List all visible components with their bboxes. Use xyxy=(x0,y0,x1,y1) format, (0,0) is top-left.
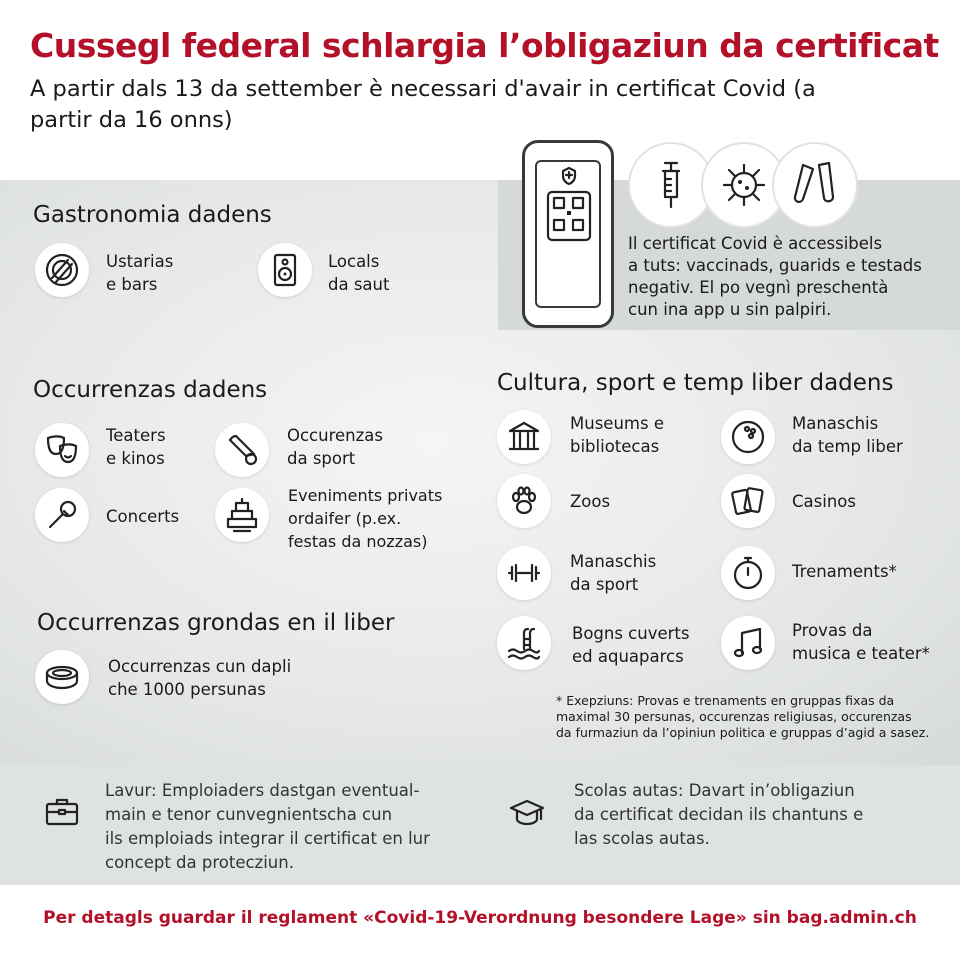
graduation-cap-icon xyxy=(500,785,554,839)
music-note-icon xyxy=(721,616,775,670)
briefcase-icon xyxy=(35,785,89,839)
pool-icon xyxy=(497,616,551,670)
test-tubes-icon xyxy=(772,142,858,228)
item-ustarias: Ustarias e bars xyxy=(106,252,174,294)
item-locals-da-saut: Locals da saut xyxy=(328,252,390,294)
certificate-text: Il certificat Covid è accessibels a tuts: vaccinads, guarids e testads negativ. El po vegnì preschentà cun ina app u sin palpiri. xyxy=(628,234,922,319)
footer-note: Per detagls guardar il reglament «Covid-19-Verordnung besondere Lage» sin bag.admin.ch xyxy=(43,908,917,928)
item-eveniments-privats: Eveniments privats ordaifer (p.ex. festas da nozzas) xyxy=(288,486,443,551)
wedding-cake-icon xyxy=(215,488,269,542)
item-provas-musica: Provas da musica e teater* xyxy=(792,621,930,663)
plate-cutlery-icon xyxy=(35,243,89,297)
heading-gastronomia: Gastronomia dadens xyxy=(33,202,272,228)
item-casinos: Casinos xyxy=(792,492,856,511)
item-grondas: Occurrenzas cun dapli che 1000 persunas xyxy=(108,657,292,699)
item-manaschis-temp-liber: Manaschis da temp liber xyxy=(792,414,903,456)
bowling-ball-icon xyxy=(721,410,775,464)
heading-cultura: Cultura, sport e temp liber dadens xyxy=(497,370,894,396)
dumbbell-icon xyxy=(497,546,551,600)
heading-occurrenzas: Occurrenzas dadens xyxy=(33,377,268,403)
microphone-icon xyxy=(35,488,89,542)
playing-cards-icon xyxy=(721,474,775,528)
theater-masks-icon xyxy=(35,423,89,477)
item-occurenzas-sport: Occurenzas da sport xyxy=(287,426,383,468)
item-bogns-cuverts: Bogns cuverts ed aquaparcs xyxy=(572,624,690,666)
item-zoos: Zoos xyxy=(570,492,611,511)
heading-grondas: Occurrenzas grondas en il liber xyxy=(37,610,395,636)
item-teaters: Teaters e kinos xyxy=(106,426,166,468)
shuttlecock-icon xyxy=(215,423,269,477)
footnote-exceptions: * Exepziuns: Provas e trenaments en gruppas fixas da maximal 30 persunas, occurenzas religiusas, occurenzas da furmaziun da l’opiniun politica e gruppas d’agid a sasez. xyxy=(556,693,930,740)
stadium-icon xyxy=(35,650,89,704)
page-subtitle: A partir dals 13 da settember è necessari d'avair in certificat Covid (a partir da 16 onns) xyxy=(30,76,816,133)
item-museums: Museums e bibliotecas xyxy=(570,414,664,456)
stopwatch-icon xyxy=(721,546,775,600)
item-trenaments: Trenaments* xyxy=(792,562,897,581)
paw-icon xyxy=(497,474,551,528)
speaker-icon xyxy=(258,243,312,297)
qr-code-icon xyxy=(540,164,598,300)
text-scolas-autas: Scolas autas: Davart in’obligaziun da certificat decidan ils chantuns e las scolas autas. xyxy=(574,781,864,848)
text-lavur: Lavur: Emploiaders dastgan eventual- main e tenor cunvegnientscha cun ils emploiads integrar il certificat en lur concept da protecziun. xyxy=(105,781,430,872)
page-title: Cussegl federal schlargia l’obligaziun da certificat xyxy=(30,26,939,65)
museum-icon xyxy=(497,410,551,464)
item-concerts: Concerts xyxy=(106,507,180,526)
item-manaschis-sport: Manaschis da sport xyxy=(570,552,657,594)
